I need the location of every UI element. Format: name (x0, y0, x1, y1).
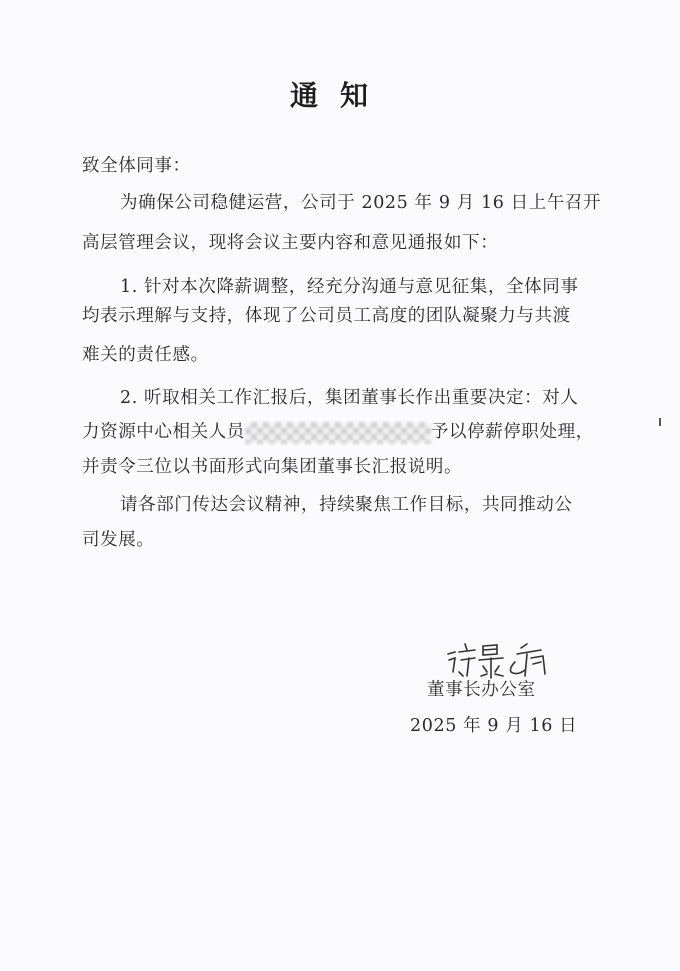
greeting: 致全体同事： (82, 156, 191, 176)
body-line: 为确保公司稳健运营，公司于 2025 年 9 月 16 日上午召开 (120, 193, 602, 213)
body-line: 高层管理会议，现将会议主要内容和意见通报如下： (82, 233, 499, 253)
body-line: 1. 针对本次降薪调整，经充分沟通与意见征集，全体同事 (120, 277, 579, 297)
body-text: 力资源中心相关人员 (82, 422, 245, 442)
body-text: 予以停薪停职处理， (430, 422, 594, 442)
body-line (82, 421, 594, 444)
handwritten-signature (445, 640, 565, 680)
redacted-names (245, 422, 431, 444)
body-line: 2. 听取相关工作汇报后，集团董事长作出重要决定：对人 (120, 388, 579, 408)
body-line: 均表示理解与支持，体现了公司员工高度的团队凝聚力与共渡 (82, 306, 571, 326)
body-line: 难关的责任感。 (82, 345, 209, 365)
body-line: 并责令三位以书面形式向集团董事长汇报说明。 (82, 457, 463, 477)
issuer: 董事长办公室 (427, 680, 536, 700)
body-line: 司发展。 (82, 530, 155, 550)
issue-date: 2025 年 9 月 16 日 (410, 716, 578, 736)
scan-mark (659, 418, 661, 426)
notice-title: 通知 (289, 79, 390, 112)
body-line: 请各部门传达会议精神，持续聚焦工作目标，共同推动公 (120, 495, 573, 515)
